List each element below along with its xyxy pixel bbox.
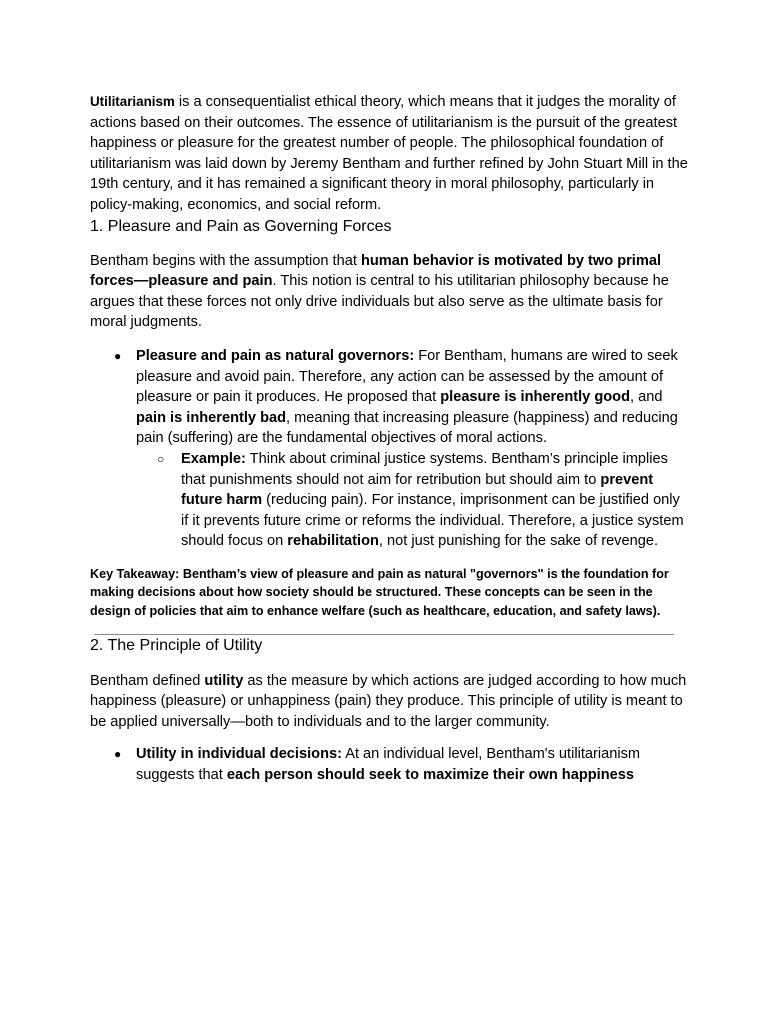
intro-term: Utilitarianism (90, 94, 175, 109)
bullet-lead: Pleasure and pain as natural governors: (136, 347, 415, 364)
bullet-lead: Utility in individual decisions: (136, 746, 342, 763)
text-run: , not just punishing for the sake of revenge. (378, 533, 658, 550)
text-run: (reducing pain). For instance, imprisonment can be justified only if it prevents future crime or reforms the individual. Therefore, a justice system should focus on (181, 492, 684, 550)
sub-bullet-marker: ○ (157, 451, 165, 466)
bold-run: pain is inherently bad (136, 409, 287, 426)
text-run: For Bentham, humans are wired to seek pleasure and avoid pain. Therefore, any action can be assessed by the amount of pleasure or pain it produces. He proposed that (136, 347, 678, 406)
text-run: . This notion is central to his utilitarian philosophy because he argues that these forces not only drive individuals but also serve as the ultimate basis for moral judgments. (90, 273, 669, 331)
section-1-paragraph (90, 251, 690, 333)
bold-run: prevent future harm (181, 471, 654, 509)
bullet-marker: ● (114, 348, 122, 363)
text-run: , and (630, 389, 663, 406)
bold-run: each person should seek to maximize their own happiness (226, 767, 634, 784)
section-2-heading: 2. The Principle of Utility (90, 636, 263, 654)
bold-run: rehabilitation (287, 533, 379, 550)
section-2-bullet-list (90, 744, 690, 785)
section-1-heading: 1. Pleasure and Pain as Governing Forces (90, 217, 392, 235)
bold-run: utility (204, 672, 244, 689)
bold-run: human behavior is motivated by two primal forces—pleasure and pain (90, 252, 662, 290)
key-takeaway: Key Takeaway: Bentham’s view of pleasure and pain as natural "governors" is the foundation for making decisions about how society should be structured. These concepts can be seen in the design of policies that aim to enhance welfare (such as healthcare, education, and safety laws). (90, 566, 669, 619)
bullet-individual-decisions (90, 744, 690, 785)
bullet-natural-governors (90, 346, 690, 449)
intro-paragraph (90, 92, 690, 216)
section-2-paragraph (90, 671, 690, 733)
sub-bullet-example (90, 449, 690, 552)
text-run: Bentham defined (90, 672, 205, 689)
text-run: , meaning that increasing pleasure (happiness) and reducing pain (suffering) are the fundamental objectives of moral actions. (136, 409, 678, 447)
intro-text: is a consequentialist ethical theory, which means that it judges the morality of actions based on their outcomes. The essence of utilitarianism is the pursuit of the greatest happiness or pleasure for the greatest number of people. The philosophical foundation of utilitarianism was laid down by Jeremy Bentham and further refined by John Stuart Mill in the 19th century, and it has remained a significant theory in moral philosophy, particularly in policy-making, economics, and social reform. (90, 94, 688, 213)
text-run: Bentham begins with the assumption that (90, 252, 361, 269)
text-run: Think about criminal justice systems. Bentham’s principle implies that punishments should not aim for retribution but should aim to (181, 450, 668, 488)
text-run: At an individual level, Bentham's utilitarianism suggests that (136, 746, 641, 784)
bold-run: pleasure is inherently good (440, 389, 630, 406)
section-1-bullet-list (90, 346, 690, 552)
bullet-marker: ● (114, 747, 122, 762)
text-run: as the measure by which actions are judged according to how much happiness (pleasure) or unhappiness (pain) they produce. This principle of utility is meant to be applied universally—both to individuals and to the larger community. (90, 672, 687, 730)
sub-bullet-lead: Example: (181, 450, 246, 467)
